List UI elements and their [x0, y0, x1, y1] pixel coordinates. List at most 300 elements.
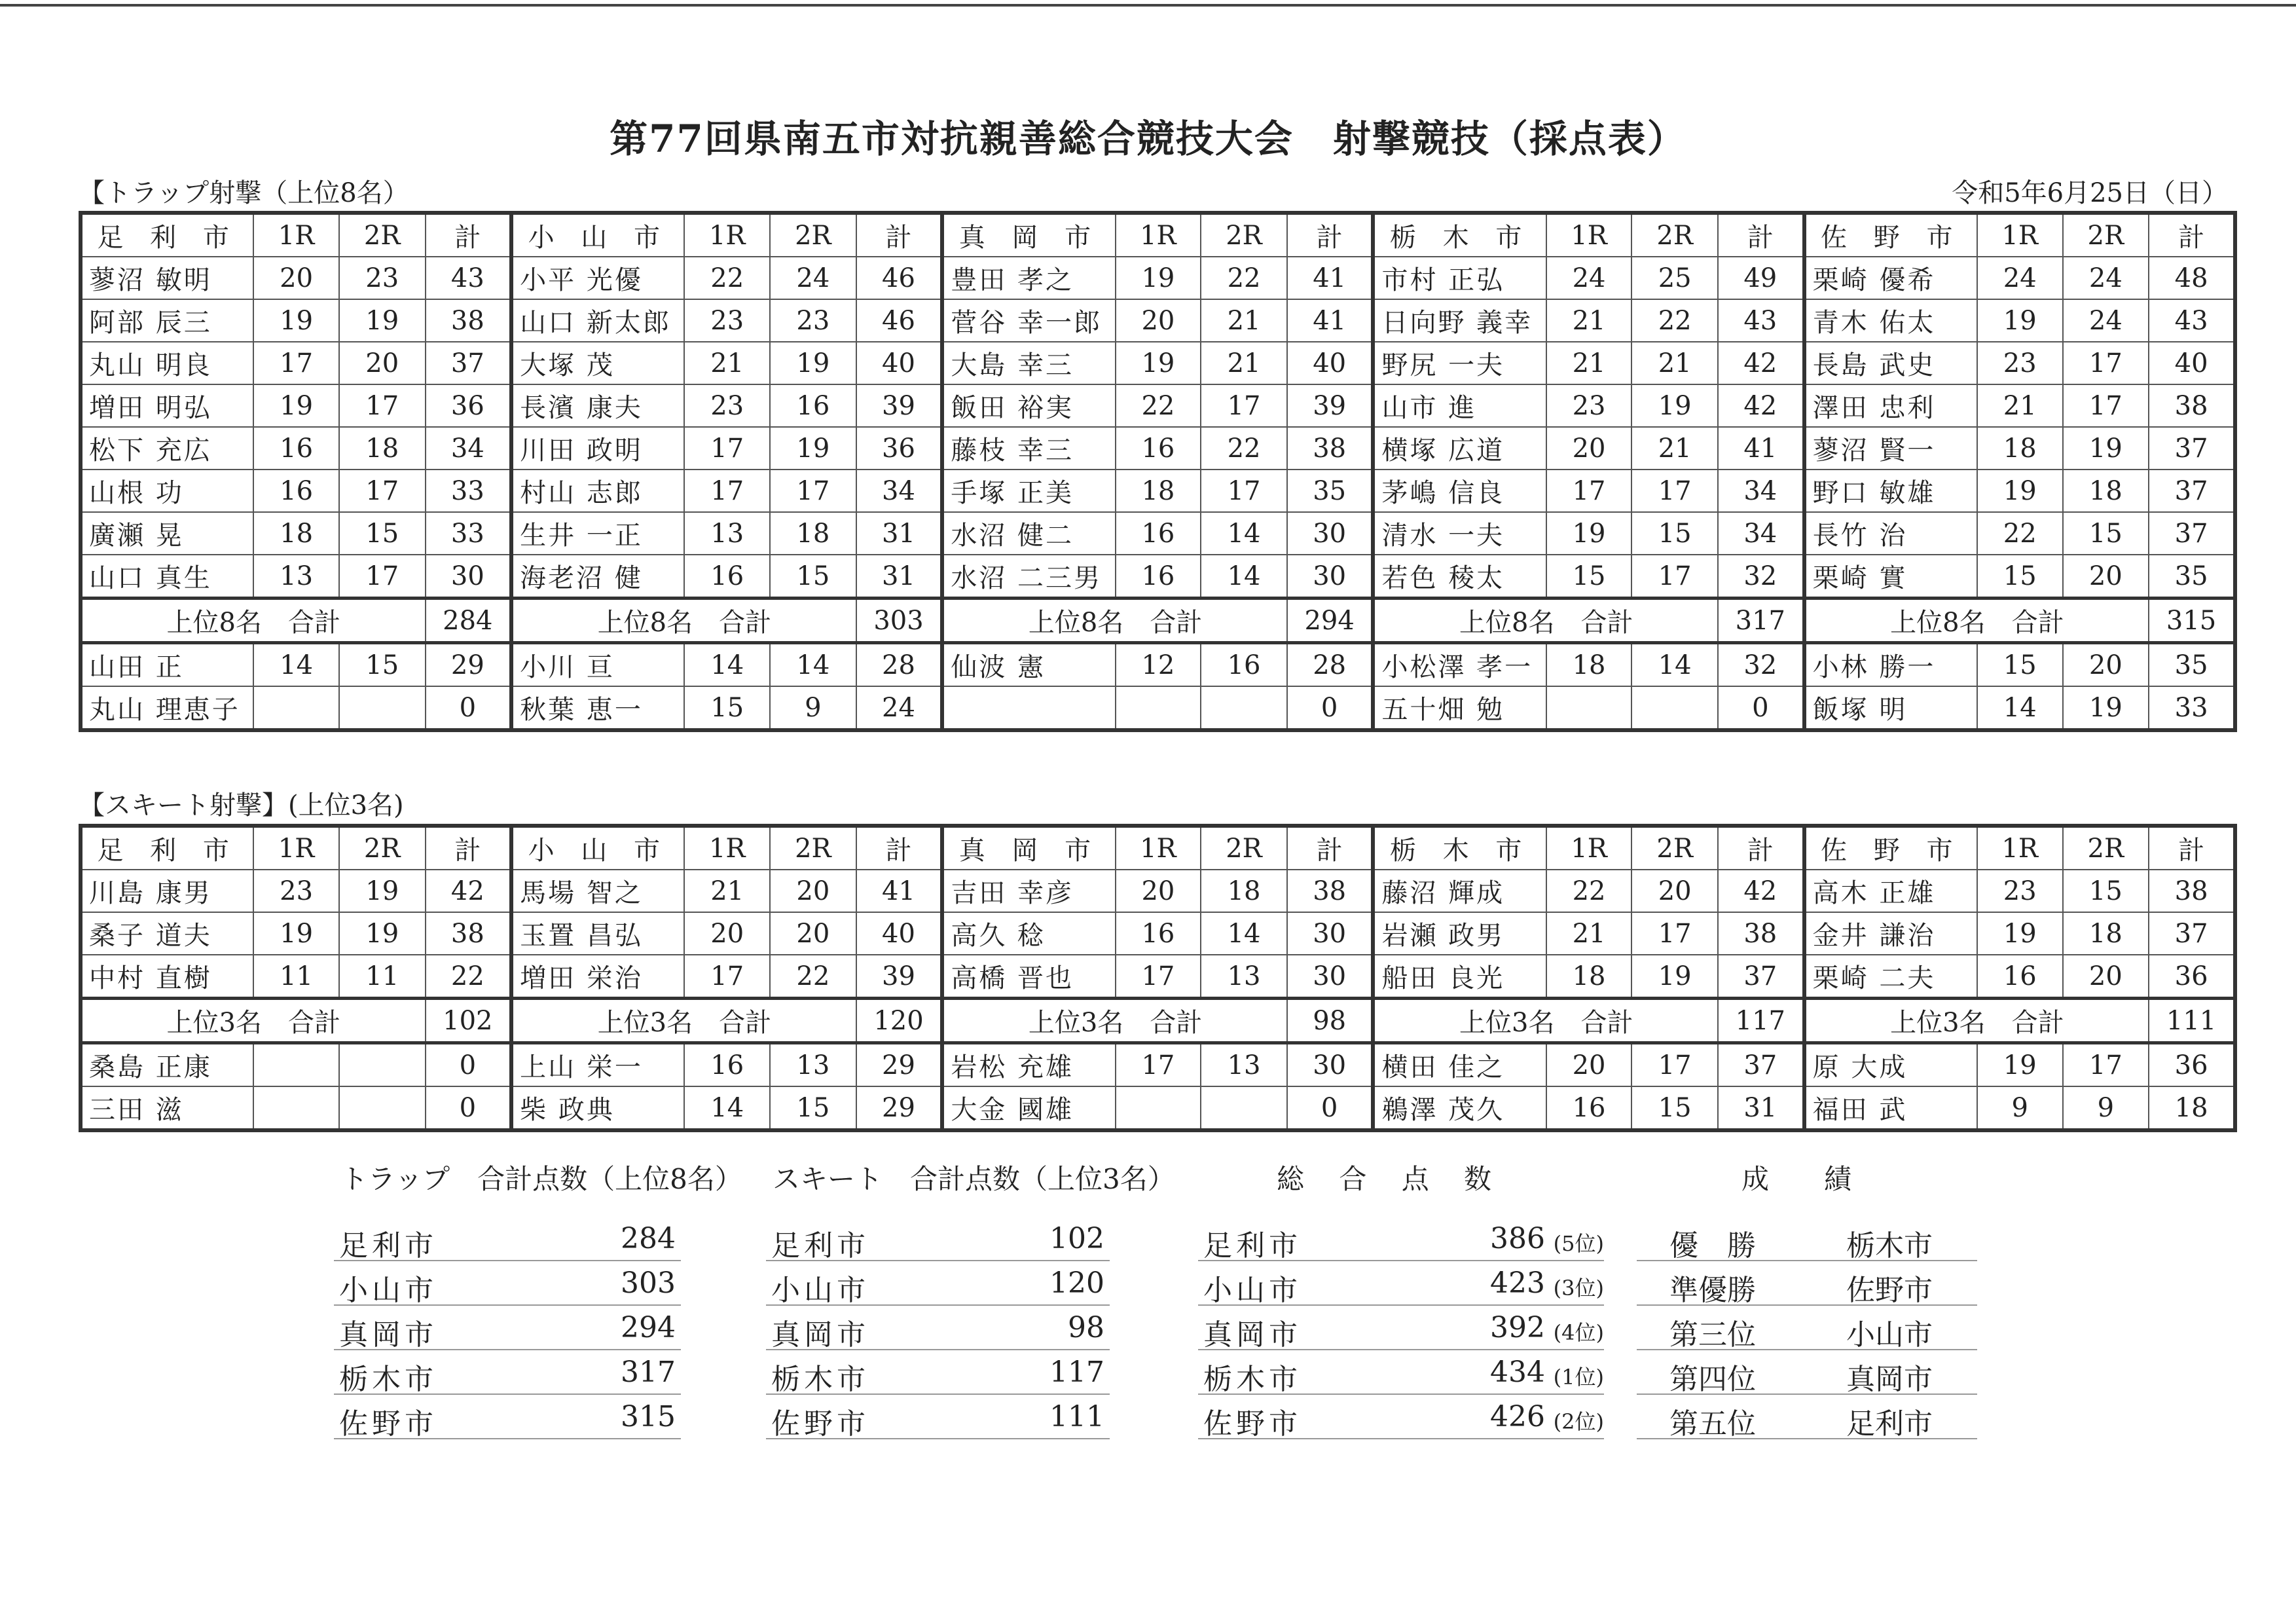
total-header: 計	[856, 213, 943, 257]
round2-score: 17	[1631, 555, 1718, 599]
total-score: 33	[426, 470, 512, 512]
subtotal-row	[81, 999, 2235, 1043]
shooter-name: 菅谷 幸一郎	[942, 299, 1115, 342]
round2-score: 15	[339, 512, 426, 555]
total-header: 計	[426, 826, 512, 870]
round1-score: 12	[1116, 643, 1201, 687]
table-row	[81, 955, 2235, 999]
summary-value: 426	[1490, 1400, 1545, 1433]
r2-header: 2R	[770, 826, 856, 870]
shooter-name: 福田 武	[1804, 1086, 1977, 1130]
shooter-name: 桑島 正康	[81, 1043, 253, 1087]
round1-score: 20	[1116, 870, 1201, 912]
table-row	[81, 427, 2235, 470]
total-score: 38	[426, 299, 512, 342]
round2-score: 22	[1201, 257, 1287, 299]
round2-score: 15	[770, 555, 856, 599]
round1-score: 22	[1116, 384, 1201, 427]
round2-score	[1201, 1086, 1287, 1130]
page-title: 第77回県南五市対抗親善総合競技大会 射撃競技（採点表）	[610, 117, 1686, 161]
r2-header: 2R	[339, 213, 426, 257]
round1-score: 16	[684, 1043, 770, 1087]
shooter-name: 小川 亘	[511, 643, 684, 687]
shooter-name: 豊田 孝之	[942, 257, 1115, 299]
subtotal-value: 317	[1718, 599, 1804, 643]
city-header: 小 山 市	[511, 826, 684, 870]
total-score: 34	[1718, 512, 1804, 555]
round1-score: 19	[1116, 257, 1201, 299]
round2-score: 9	[2063, 1086, 2149, 1130]
shooter-name: 川田 政明	[511, 427, 684, 470]
shooter-name: 桑子 道夫	[81, 912, 253, 955]
shooter-name: 大金 國雄	[942, 1086, 1115, 1130]
round1-score: 21	[1977, 384, 2063, 427]
shooter-name: 小松澤 孝一	[1373, 643, 1546, 687]
total-score: 31	[856, 555, 943, 599]
round1-score: 15	[1977, 643, 2063, 687]
shooter-name: 増田 栄治	[511, 955, 684, 999]
round2-score: 18	[2063, 470, 2149, 512]
total-score: 32	[1718, 555, 1804, 599]
round1-score: 19	[253, 384, 339, 427]
round1-score: 23	[253, 870, 339, 912]
round2-score: 21	[1201, 299, 1287, 342]
round1-score: 13	[253, 555, 339, 599]
result-city: 足利市	[1846, 1407, 1933, 1441]
total-score: 29	[856, 1086, 943, 1130]
result-place: 優 勝	[1669, 1229, 1756, 1263]
round1-score: 17	[1546, 470, 1632, 512]
summary-city: 小山市	[339, 1274, 437, 1307]
round1-score	[1116, 686, 1201, 730]
shooter-name: 秋葉 恵一	[511, 686, 684, 730]
round2-score: 20	[2063, 643, 2149, 687]
round1-score: 21	[684, 870, 770, 912]
shooter-name: 岩松 充雄	[942, 1043, 1115, 1087]
r1-header: 1R	[684, 826, 770, 870]
summary-value: 284	[621, 1222, 676, 1255]
shooter-name: 市村 正弘	[1373, 257, 1546, 299]
summary-value: 434	[1490, 1356, 1545, 1389]
total-score: 38	[1287, 427, 1374, 470]
round2-score: 17	[770, 470, 856, 512]
summary-city: 栃木市	[1203, 1363, 1302, 1396]
total-score: 49	[1718, 257, 1804, 299]
summary-row	[1198, 1350, 1604, 1395]
round2-score: 22	[770, 955, 856, 999]
total-score: 0	[1718, 686, 1804, 730]
round1-score: 20	[684, 912, 770, 955]
round1-score: 22	[684, 257, 770, 299]
round1-score: 15	[1977, 555, 2063, 599]
round1-score: 19	[1977, 1043, 2063, 1087]
round1-score: 11	[253, 955, 339, 999]
round1-score: 16	[1116, 912, 1201, 955]
round2-score: 16	[1201, 643, 1287, 687]
total-score: 34	[1718, 470, 1804, 512]
round2-score: 20	[1631, 870, 1718, 912]
table-row	[81, 686, 2235, 730]
shooter-name: 澤田 忠利	[1804, 384, 1977, 427]
round1-score: 22	[1546, 870, 1632, 912]
round2-score: 17	[1631, 1043, 1718, 1087]
round1-score: 20	[1546, 427, 1632, 470]
round2-score: 23	[770, 299, 856, 342]
city-header: 小 山 市	[511, 213, 684, 257]
total-score: 41	[856, 870, 943, 912]
trap-section-label: 【トラップ射撃（上位8名）	[79, 178, 409, 208]
shooter-name: 野口 敏雄	[1804, 470, 1977, 512]
round1-score: 13	[684, 512, 770, 555]
r1-header: 1R	[253, 826, 339, 870]
round1-score: 19	[1546, 512, 1632, 555]
total-score: 33	[2149, 686, 2235, 730]
total-score: 40	[1287, 342, 1374, 384]
round1-score: 22	[1977, 512, 2063, 555]
round2-score: 18	[770, 512, 856, 555]
round2-score: 19	[2063, 686, 2149, 730]
shooter-name: 栗崎 實	[1804, 555, 1977, 599]
summary-city: 真岡市	[1203, 1318, 1302, 1352]
round2-score: 9	[770, 686, 856, 730]
subtotal-label: 上位8名 合計	[511, 599, 856, 643]
round2-score: 15	[339, 643, 426, 687]
result-row	[1637, 1395, 1977, 1439]
round1-score: 17	[1116, 1043, 1201, 1087]
summary-value: 317	[621, 1356, 676, 1389]
shooter-name: 蓼沼 敏明	[81, 257, 253, 299]
shooter-name: 岩瀬 政男	[1373, 912, 1546, 955]
summary-city: 足利市	[771, 1229, 869, 1263]
shooter-name: 柴 政典	[511, 1086, 684, 1130]
r1-header: 1R	[253, 213, 339, 257]
round2-score: 17	[2063, 342, 2149, 384]
skeet-section-label: 【スキート射撃】(上位3名)	[79, 790, 404, 821]
total-score: 30	[1287, 555, 1374, 599]
table-row	[81, 643, 2235, 687]
table-row	[81, 470, 2235, 512]
round1-score: 23	[684, 384, 770, 427]
event-date: 令和5年6月25日（日）	[1952, 178, 2228, 208]
trap-score-table	[79, 211, 2237, 732]
subtotal-label: 上位3名 合計	[81, 999, 426, 1043]
round2-score: 14	[770, 643, 856, 687]
total-header: 計	[1287, 213, 1374, 257]
round1-score: 14	[253, 643, 339, 687]
summary-row	[766, 1217, 1110, 1261]
round1-score: 17	[1116, 955, 1201, 999]
total-score: 38	[2149, 870, 2235, 912]
summary-rank: (1位)	[1553, 1365, 1604, 1390]
total-score: 41	[1287, 257, 1374, 299]
table-header-row	[81, 213, 2235, 257]
round2-score: 17	[339, 470, 426, 512]
total-score: 31	[1718, 1086, 1804, 1130]
total-header: 計	[1718, 826, 1804, 870]
round2-score: 20	[770, 912, 856, 955]
round2-score: 16	[770, 384, 856, 427]
round2-score: 19	[1631, 384, 1718, 427]
round2-score: 15	[2063, 870, 2149, 912]
shooter-name: 横田 佳之	[1373, 1043, 1546, 1087]
total-score: 43	[2149, 299, 2235, 342]
round1-score: 16	[1116, 512, 1201, 555]
r2-header: 2R	[1631, 826, 1718, 870]
total-score: 36	[426, 384, 512, 427]
summary-city: 真岡市	[771, 1318, 869, 1352]
subtotal-value: 120	[856, 999, 943, 1043]
round1-score: 16	[1116, 555, 1201, 599]
round2-score: 18	[1201, 870, 1287, 912]
round1-score	[253, 1086, 339, 1130]
subtotal-label: 上位3名 合計	[942, 999, 1287, 1043]
round1-score: 23	[684, 299, 770, 342]
shooter-name: 水沼 二三男	[942, 555, 1115, 599]
summary-city: 佐野市	[339, 1407, 437, 1441]
total-score: 46	[856, 299, 943, 342]
round2-score: 22	[1631, 299, 1718, 342]
result-city: 真岡市	[1846, 1363, 1933, 1396]
total-score: 35	[2149, 555, 2235, 599]
r2-header: 2R	[770, 213, 856, 257]
summary-city: 佐野市	[1203, 1407, 1302, 1441]
total-score: 36	[2149, 955, 2235, 999]
round1-score: 24	[1546, 257, 1632, 299]
summary-row	[766, 1350, 1110, 1395]
round1-score: 16	[684, 555, 770, 599]
round2-score: 23	[339, 257, 426, 299]
shooter-name: 村山 志郎	[511, 470, 684, 512]
round2-score: 17	[1631, 470, 1718, 512]
total-score: 35	[1287, 470, 1374, 512]
shooter-name: 馬場 智之	[511, 870, 684, 912]
summary-city: 足利市	[1203, 1229, 1302, 1263]
result-city: 佐野市	[1846, 1274, 1933, 1307]
subtotal-label: 上位8名 合計	[1373, 599, 1718, 643]
round1-score: 24	[1977, 257, 2063, 299]
shooter-name: 吉田 幸彦	[942, 870, 1115, 912]
table-row	[81, 384, 2235, 427]
summary-value: 111	[1049, 1400, 1104, 1433]
round1-score	[253, 1043, 339, 1087]
shooter-name: 金井 謙治	[1804, 912, 1977, 955]
round1-score: 19	[253, 912, 339, 955]
round1-score: 20	[253, 257, 339, 299]
round2-score: 14	[1201, 512, 1287, 555]
round1-score: 19	[253, 299, 339, 342]
round1-score	[1116, 1086, 1201, 1130]
summary-city: 真岡市	[339, 1318, 437, 1352]
round1-score: 18	[1546, 955, 1632, 999]
city-header: 足 利 市	[81, 213, 253, 257]
subtotal-label: 上位3名 合計	[1373, 999, 1718, 1043]
total-score: 28	[856, 643, 943, 687]
shooter-name: 上山 栄一	[511, 1043, 684, 1087]
table-row	[81, 342, 2235, 384]
round1-score: 17	[684, 470, 770, 512]
shooter-name: 丸山 理恵子	[81, 686, 253, 730]
total-score: 0	[426, 686, 512, 730]
subtotal-row	[81, 599, 2235, 643]
subtotal-label: 上位8名 合計	[942, 599, 1287, 643]
round1-score: 16	[253, 470, 339, 512]
round1-score: 9	[1977, 1086, 2063, 1130]
total-score: 18	[2149, 1086, 2235, 1130]
round2-score: 13	[1201, 1043, 1287, 1087]
round2-score: 21	[1201, 342, 1287, 384]
total-score: 0	[1287, 686, 1374, 730]
total-score: 43	[1718, 299, 1804, 342]
round2-score: 18	[2063, 912, 2149, 955]
round2-score	[339, 1086, 426, 1130]
round1-score: 17	[684, 955, 770, 999]
summary-city: 小山市	[1203, 1274, 1302, 1307]
total-score: 41	[1718, 427, 1804, 470]
round2-score: 17	[1201, 470, 1287, 512]
round1-score: 14	[1977, 686, 2063, 730]
r1-header: 1R	[1977, 213, 2063, 257]
shooter-name: 長竹 治	[1804, 512, 1977, 555]
round2-score	[339, 686, 426, 730]
round1-score	[1546, 686, 1632, 730]
round1-score: 16	[1977, 955, 2063, 999]
total-score: 36	[2149, 1043, 2235, 1087]
summary-rank: (3位)	[1553, 1276, 1604, 1301]
subtotal-label: 上位3名 合計	[1804, 999, 2149, 1043]
round2-score: 17	[2063, 384, 2149, 427]
trap-summary-heading: トラップ 合計点数（上位8名）	[340, 1163, 742, 1195]
total-score: 37	[2149, 512, 2235, 555]
shooter-name: 藤沼 輝成	[1373, 870, 1546, 912]
round2-score: 22	[1201, 427, 1287, 470]
shooter-name: 大塚 茂	[511, 342, 684, 384]
shooter-name: 大島 幸三	[942, 342, 1115, 384]
round2-score: 15	[1631, 1086, 1718, 1130]
round2-score: 19	[339, 299, 426, 342]
shooter-name: 川島 康男	[81, 870, 253, 912]
summary-row	[766, 1261, 1110, 1306]
summary-city: 佐野市	[771, 1407, 869, 1441]
round1-score: 16	[1116, 427, 1201, 470]
result-place: 第五位	[1669, 1407, 1756, 1441]
summary-city: 小山市	[771, 1274, 869, 1307]
total-score: 40	[856, 342, 943, 384]
total-score: 31	[856, 512, 943, 555]
total-score: 24	[856, 686, 943, 730]
summary-value: 423	[1490, 1266, 1545, 1300]
r1-header: 1R	[1977, 826, 2063, 870]
skeet-score-table	[79, 824, 2237, 1132]
summary-row	[334, 1350, 681, 1395]
subtotal-label: 上位8名 合計	[1804, 599, 2149, 643]
shooter-name: 高久 稔	[942, 912, 1115, 955]
total-score: 30	[1287, 912, 1374, 955]
shooter-name: 小平 光優	[511, 257, 684, 299]
shooter-name: 栗崎 優希	[1804, 257, 1977, 299]
r2-header: 2R	[1631, 213, 1718, 257]
round1-score: 16	[253, 427, 339, 470]
shooter-name: 清水 一夫	[1373, 512, 1546, 555]
total-score: 40	[2149, 342, 2235, 384]
r2-header: 2R	[1201, 213, 1287, 257]
shooter-name: 山根 功	[81, 470, 253, 512]
round1-score: 20	[1116, 299, 1201, 342]
total-score: 42	[1718, 384, 1804, 427]
overall-summary-heading: 総 合 点 数	[1277, 1163, 1505, 1195]
shooter-name: 船田 良光	[1373, 955, 1546, 999]
total-score: 37	[2149, 470, 2235, 512]
shooter-name: 山口 新太郎	[511, 299, 684, 342]
shooter-name: 玉置 昌弘	[511, 912, 684, 955]
round2-score: 17	[1201, 384, 1287, 427]
summary-value: 102	[1049, 1222, 1104, 1255]
round1-score: 18	[1977, 427, 2063, 470]
summary-row	[334, 1306, 681, 1350]
round1-score: 23	[1546, 384, 1632, 427]
result-row	[1637, 1350, 1977, 1395]
round2-score: 21	[1631, 342, 1718, 384]
total-score: 38	[2149, 384, 2235, 427]
round2-score: 17	[2063, 1043, 2149, 1087]
round2-score	[1201, 686, 1287, 730]
result-place: 準優勝	[1669, 1274, 1756, 1307]
result-place: 第三位	[1669, 1318, 1756, 1352]
total-score: 43	[426, 257, 512, 299]
r1-header: 1R	[1116, 826, 1201, 870]
total-header: 計	[426, 213, 512, 257]
r1-header: 1R	[684, 213, 770, 257]
total-score: 30	[426, 555, 512, 599]
round1-score: 19	[1977, 912, 2063, 955]
round1-score	[253, 686, 339, 730]
summary-row	[334, 1217, 681, 1261]
round1-score: 23	[1977, 870, 2063, 912]
round2-score: 17	[339, 384, 426, 427]
round1-score: 21	[684, 342, 770, 384]
round2-score: 24	[2063, 299, 2149, 342]
table-row	[81, 512, 2235, 555]
subtotal-value: 98	[1287, 999, 1374, 1043]
summary-value: 120	[1049, 1266, 1104, 1300]
round2-score: 14	[1631, 643, 1718, 687]
r1-header: 1R	[1116, 213, 1201, 257]
table-row	[81, 1086, 2235, 1130]
total-score: 38	[1287, 870, 1374, 912]
round1-score: 14	[684, 1086, 770, 1130]
total-score: 29	[856, 1043, 943, 1087]
round1-score: 19	[1116, 342, 1201, 384]
shooter-name: 阿部 辰三	[81, 299, 253, 342]
shooter-name: 飯塚 明	[1804, 686, 1977, 730]
summary-value: 294	[621, 1311, 676, 1344]
shooter-name: 山市 進	[1373, 384, 1546, 427]
total-score: 37	[2149, 912, 2235, 955]
round2-score: 21	[1631, 427, 1718, 470]
total-score: 42	[1718, 342, 1804, 384]
total-score: 41	[1287, 299, 1374, 342]
round2-score: 13	[1201, 955, 1287, 999]
results-heading: 成 績	[1741, 1163, 1852, 1195]
r1-header: 1R	[1546, 213, 1632, 257]
shooter-name: 手塚 正美	[942, 470, 1115, 512]
shooter-name: 小林 勝一	[1804, 643, 1977, 687]
shooter-name: 高木 正雄	[1804, 870, 1977, 912]
shooter-name: 五十畑 勉	[1373, 686, 1546, 730]
round2-score: 20	[770, 870, 856, 912]
city-header: 栃 木 市	[1373, 826, 1546, 870]
result-row	[1637, 1306, 1977, 1350]
summary-city: 栃木市	[339, 1363, 437, 1396]
